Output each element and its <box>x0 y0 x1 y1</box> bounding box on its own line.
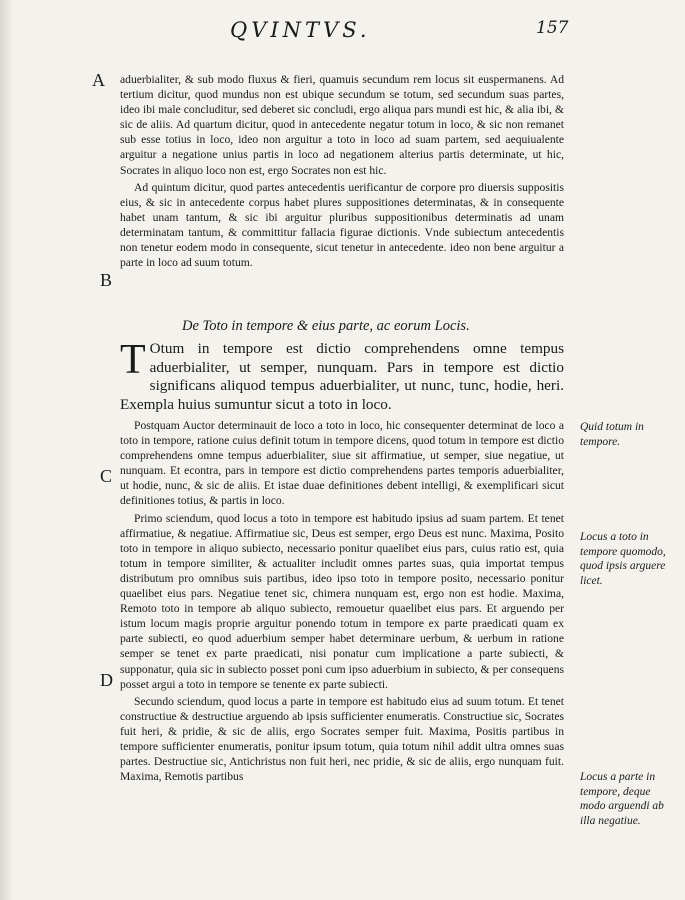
paragraph-commentary: Postquam Auctor determinauit de loco a toto in loco, hic consequenter determinat de loco a toto in tempore, ratione cuius definit totum in tempore dicens, quod totum in tempore est dictio comprehendens omne tempus aduerbialiter, siue sit affirmatiue, ut semper, siue negatiue, ut nunquam. Et econtra, pars in tempore est dictio comprehendens partes temporis aduerbialiter, ut hodie, nunc, & sic de aliis. Et istae duae definitiones debent intelligi, & exemplificari sicut definitiones totius, & partis in loco. <box>120 419 564 508</box>
definition-paragraph <box>120 337 564 414</box>
paragraph-fifth-reply: Ad quintum dicitur, quod partes antecedentis uerificantur de corpore pro diuersis suppositis eius, & sic in antecedente corpus habet plures suppositiones determinatas, & in consequente habet unam tantum, & sic ibi arguitur pluribus suppositionibus determinatis ad unam determinatam tantum, & committitur fallacia figurae dictionis. Vnde subiectum antecedentis non tenetur eodem modo in consequente, sicut tenetur in antecedente. ideo non bene arguitur a parte in loco ad suum totum. <box>120 180 564 270</box>
page-number: 157 <box>536 18 569 38</box>
margin-marker-a: A <box>92 70 105 90</box>
margin-note-quid-totum: Quid totum in tempore. <box>580 421 644 448</box>
margin-marker-d: D <box>100 670 113 690</box>
running-header-title: QVINTVS. <box>230 18 371 42</box>
margin-marker-b: B <box>100 270 113 290</box>
paragraph-replies: aduerbialiter, & sub modo fluxus & fieri, quamuis secundum rem locus sit euspermanens. Ad tertium dicitur, quod mundus non est ubique secundum se totum, sed secundum suas partes, ideo ibi male concluditur, sed deberet sic concludi, ergo aliqua pars mundi est hic, & alia ibi, & sic de aliis. Ad quartum dicitur, quod in antecedente negatur totum in loco, & sic non remanet sub esse totius in loco, ideo non arguitur a toto in loco ad suam partem, sed aequiualente arguitur a negatione unius partis in loco ad negationem alterius partis determinate, ut hic, Socrates in aliquo loco non est, ergo Socrates non est hic. <box>120 73 564 177</box>
paragraph-primo: Primo sciendum, quod locus a toto in tempore est habitudo ipsius ad suam partem. Et tenet affirmatiue, & negatiue. Affirmatiue sic, Deus est semper, ergo Deus est nunc. Maxima, Posito toto in tempore in aliquo subiecto, necessario ponitur quaelibet eius pars, cuius ratio est, quia totum in tempore similiter, & actualiter includit omnes partes suas, quia importat tempus distributum pro omnibus suis partibus, ideo ipso toto in tempore posito, necessario ponitur quaelibet eius pars. Negatiue tenet sic, chimera nunquam est, ergo non est hodie. Maxima, Remoto toto in tempore ab aliquo subiecto, remouetur quaelibet eius pars. Et arguendo per istum locum magis proprie arguitur ponendo totum in tempore ex parte praedicati quam ex parte subiecti, eo quod aduerbium semper habet determinare uerbum, & uerbum in ratione semper se tenet ex parte praedicati, nisi ponatur cum implicatione a parte subiecti, & supponatur, quia sic in subiecto posset poni cum ipso aduerbium in subiecto, & per consequens posset argui a toto in tempore se tenente ex parte subiecti. <box>120 511 564 691</box>
definition-text: Otum in tempore est dictio comprehendens omne tempus aduerbialiter, ut semper, nunquam. Pars in tempore est dictio significans aliquod tempus aduerbialiter, ut nunc, tunc, hodie, heri. Exempla huius sumuntur sicut a toto in loco. <box>120 340 564 413</box>
drop-cap: T <box>120 337 146 383</box>
paragraph-secundo: Secundo sciendum, quod locus a parte in tempore est habitudo eius ad suum totum. Et tenet constructiue & destructiue arguendo ab ipsis sufficienter enumeratis. Constructiue sic, Socrates fuit heri, & pridie, & sic de aliis, ergo Socrates semper fuit. Maxima, Positis partibus in tempore sufficienter enumeratis, ponitur ipsum totum, quia totum nihil addit ultra omnes suas partes. Destructiue sic, Antichristus non fuit heri, nec pridie, & sic de aliis, ergo nunquam fuit. Maxima, Remotis partibus <box>120 694 564 784</box>
section-title: De Toto in tempore & eius parte, ac eorum Locis. <box>182 318 470 334</box>
margin-note-locus-a-toto: Locus a toto in tempore quomodo, quod ipsis arguere licet. <box>580 531 666 587</box>
page-gutter-shadow <box>0 0 14 900</box>
margin-marker-c: C <box>100 466 113 486</box>
margin-note-locus-a-parte: Locus a parte in tempore, deque modo arguendi ab illa negatiue. <box>580 771 664 827</box>
top-text-block <box>120 72 564 272</box>
lower-text-block <box>120 418 564 786</box>
